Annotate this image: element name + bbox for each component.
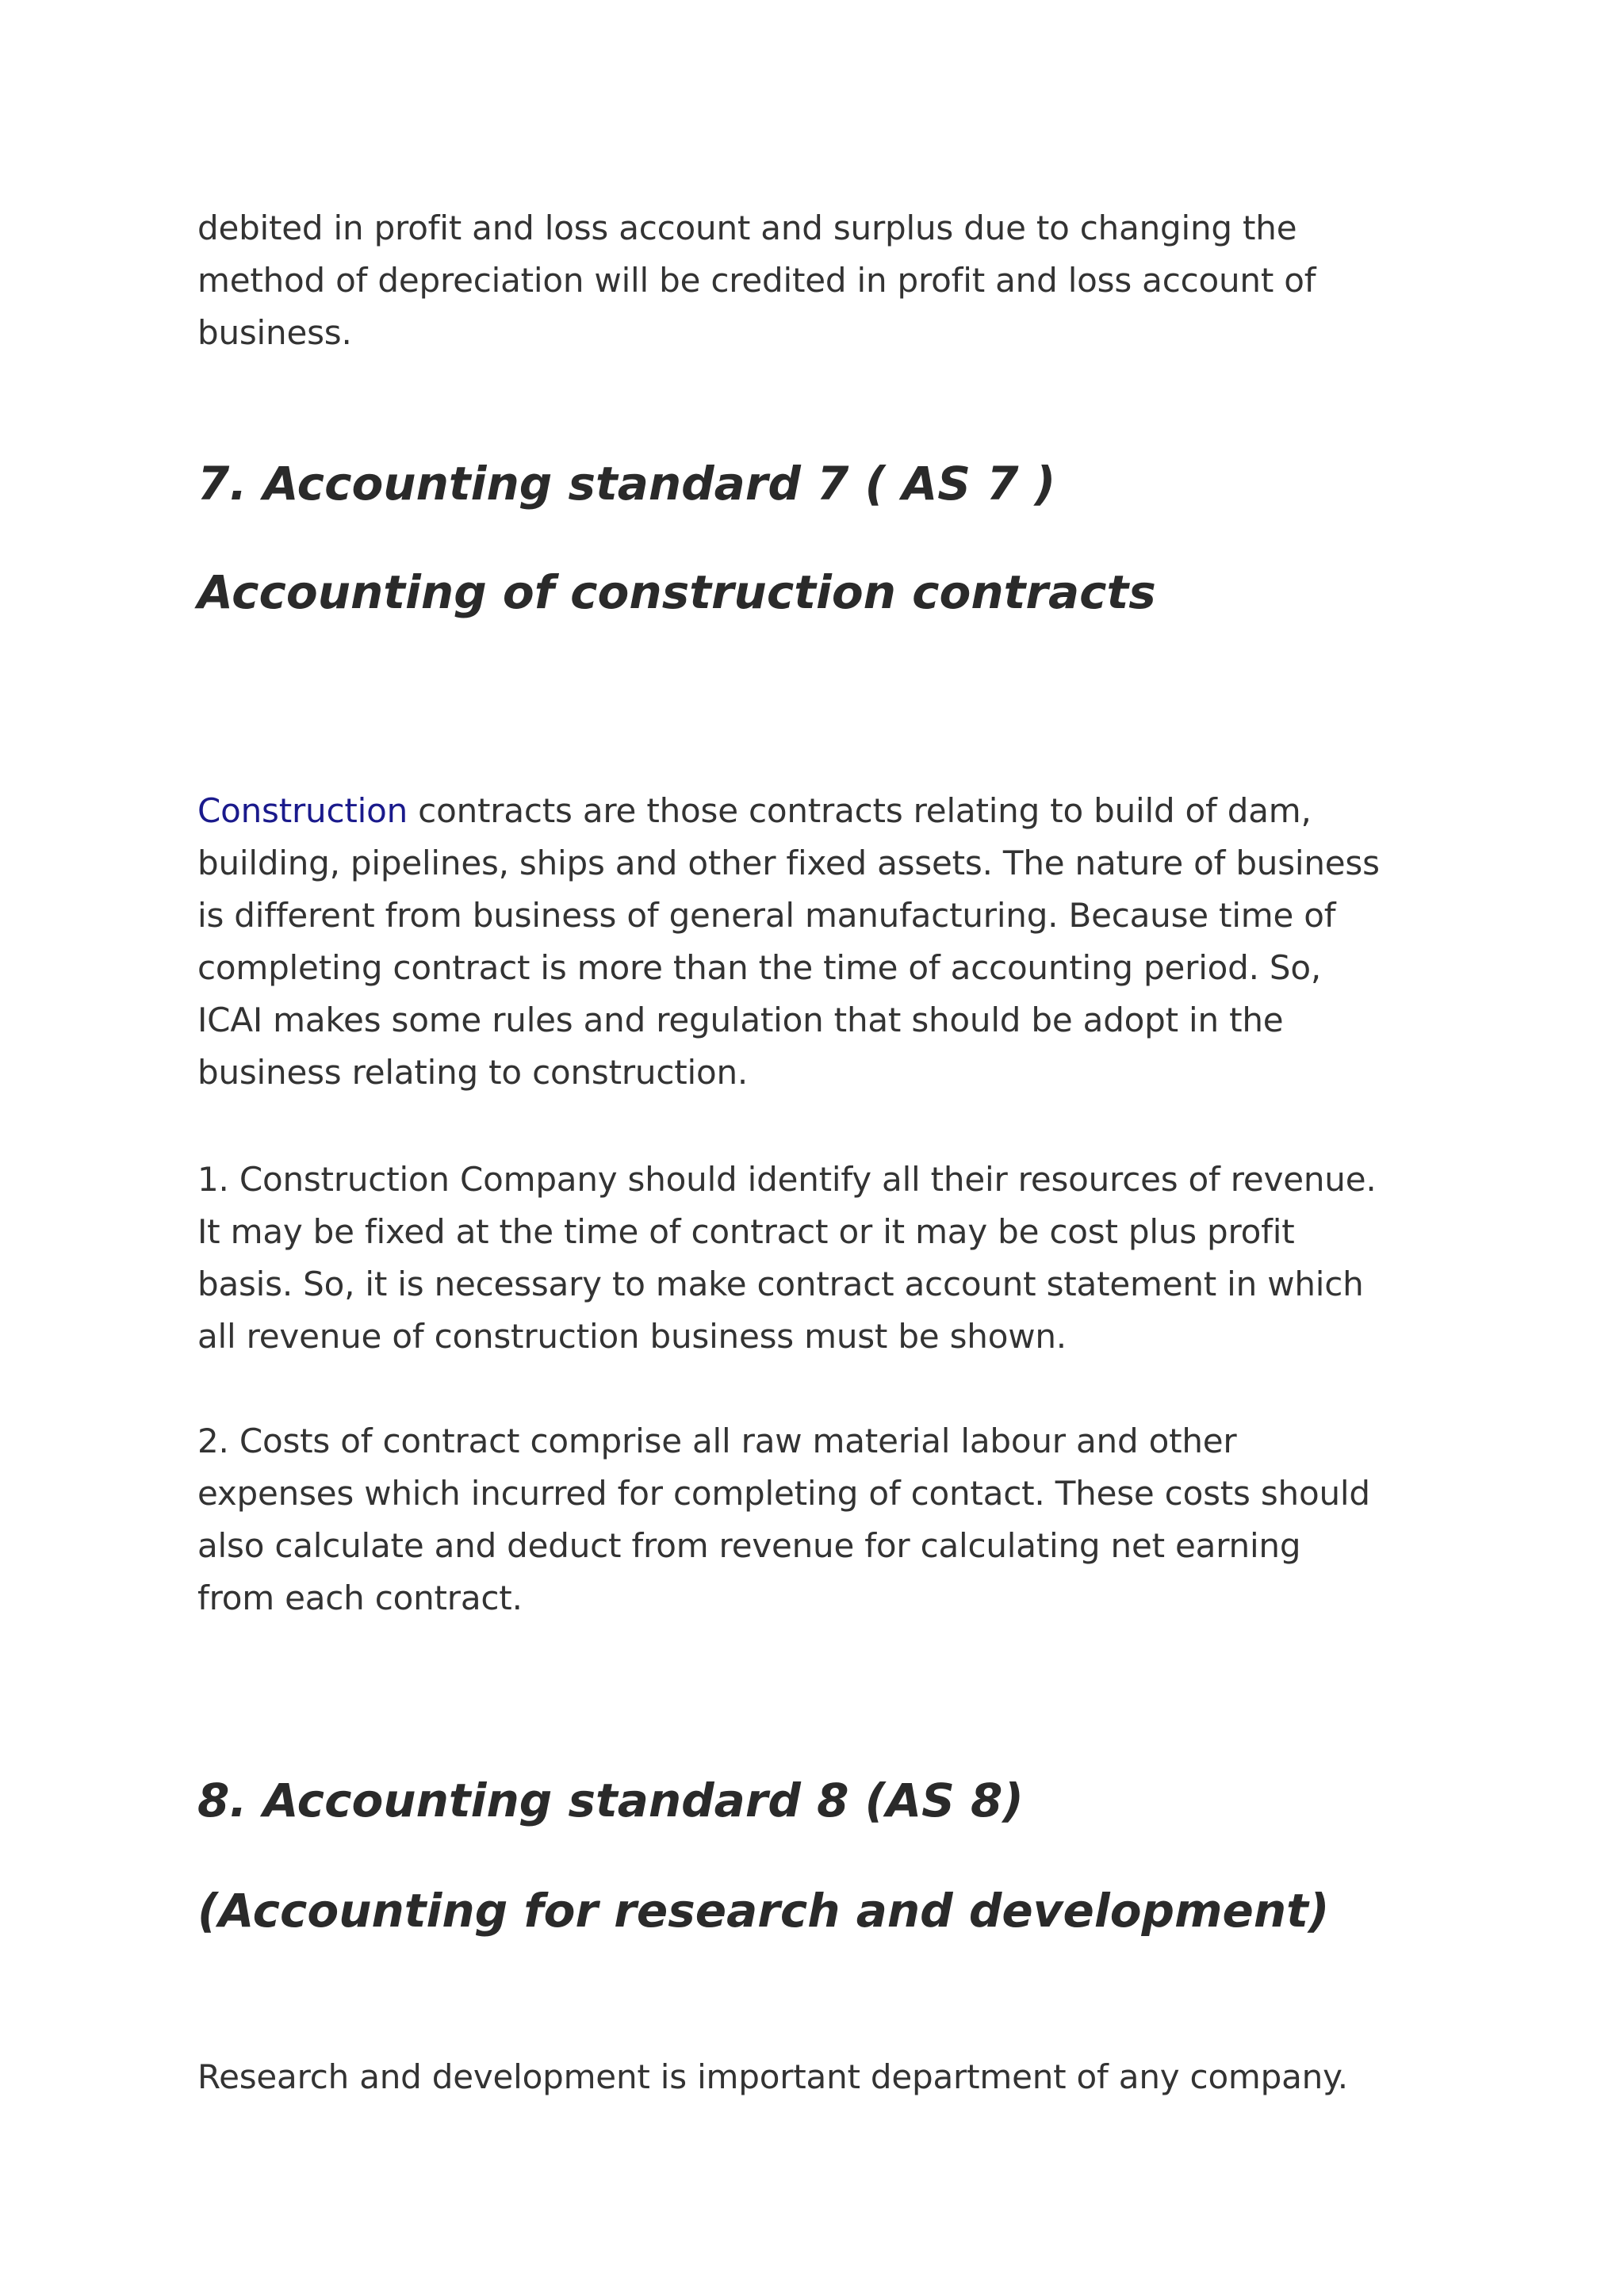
- as7-intro-line: ICAI makes some rules and regulation that should be adopt in the: [197, 1001, 1284, 1039]
- as7-point-1-line: 1. Construction Company should identify all their resources of revenue.: [197, 1160, 1377, 1199]
- as7-point-2: [197, 1415, 1442, 1624]
- as7-intro-line: business relating to construction.: [197, 1053, 749, 1092]
- as8-intro-line: Research and development is important department of any company.: [197, 2057, 1348, 2096]
- as8-intro-paragraph: [197, 2051, 1442, 2103]
- as7-point-1-line: It may be fixed at the time of contract or it may be cost plus profit: [197, 1212, 1295, 1251]
- construction-link[interactable]: Construction: [197, 791, 408, 830]
- as7-point-2-line: from each contract.: [197, 1578, 523, 1617]
- as7-intro-first-line: [197, 785, 1442, 837]
- intro-line: business.: [197, 313, 352, 352]
- as8-subheading: (Accounting for research and development): [197, 1884, 1330, 1938]
- as7-intro-first-line-rest: contracts are those contracts relating to build of dam,: [408, 791, 1312, 830]
- as7-point-2-line: also calculate and deduct from revenue for calculating net earning: [197, 1526, 1301, 1565]
- as7-intro-line: building, pipelines, ships and other fixed assets. The nature of business: [197, 844, 1380, 882]
- as7-point-2-line: expenses which incurred for completing of contact. These costs should: [197, 1474, 1370, 1513]
- as7-intro-paragraph: [197, 785, 1442, 1099]
- intro-paragraph: [197, 202, 1442, 359]
- as7-heading: 7. Accounting standard 7 ( AS 7 ): [197, 457, 1056, 511]
- as8-heading: 8. Accounting standard 8 (AS 8): [197, 1774, 1024, 1827]
- intro-line: debited in profit and loss account and surplus due to changing the: [197, 209, 1297, 247]
- as7-point-1: [197, 1154, 1442, 1363]
- as7-point-2-line: 2. Costs of contract comprise all raw material labour and other: [197, 1422, 1237, 1460]
- as7-point-1-line: basis. So, it is necessary to make contract account statement in which: [197, 1265, 1364, 1303]
- as7-intro-line: completing contract is more than the time of accounting period. So,: [197, 948, 1322, 987]
- as7-point-1-line: all revenue of construction business must be shown.: [197, 1317, 1067, 1356]
- intro-line: method of depreciation will be credited in profit and loss account of: [197, 261, 1316, 300]
- as7-subheading: Accounting of construction contracts: [197, 565, 1156, 619]
- as7-intro-line: is different from business of general manufacturing. Because time of: [197, 896, 1336, 935]
